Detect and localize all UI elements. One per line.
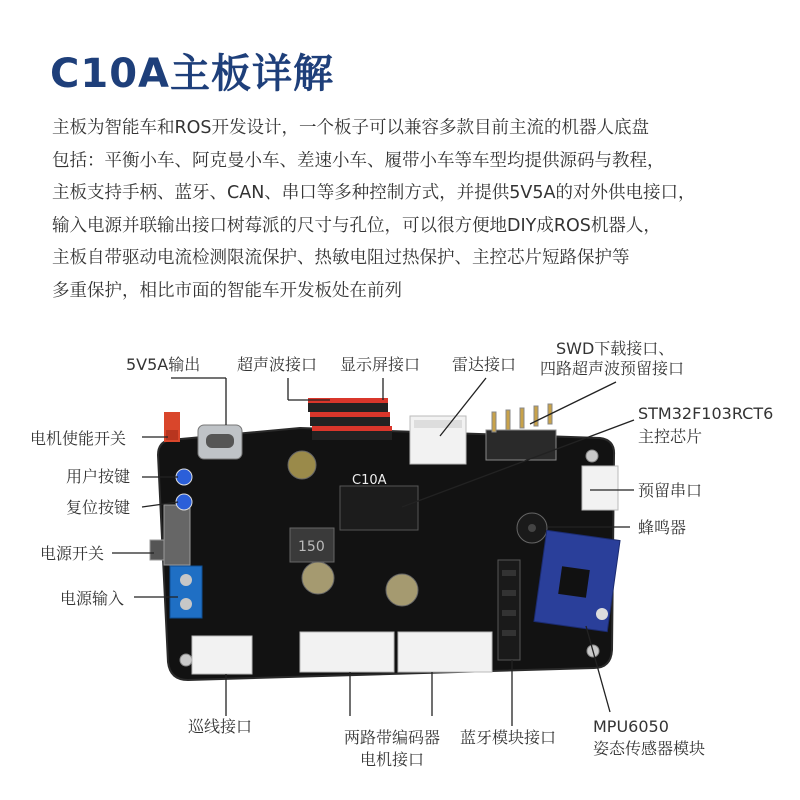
- label-power-input: 电源输入: [60, 589, 125, 608]
- label-buzzer: 蜂鸣器: [638, 518, 687, 537]
- label-radar-port: 雷达接口: [452, 355, 517, 374]
- label-display-port: 显示屏接口: [340, 355, 421, 374]
- label-power-switch: 电源开关: [40, 544, 105, 563]
- encoder-motor-connector-a: [300, 632, 394, 672]
- power-input-terminal: [170, 566, 202, 618]
- label-encoder-line2: 电机接口: [360, 750, 425, 769]
- description-line: 主板自带驱动电流检测限流保护、热敏电阻过热保护、主控芯片短路保护等: [52, 248, 630, 268]
- line-patrol-connector: [192, 636, 252, 674]
- description-line: 主板支持手柄、蓝牙、CAN、串口等多种控制方式，并提供5V5A的对外供电接口，: [52, 183, 696, 203]
- mcu-chip: [340, 486, 418, 530]
- bluetooth-header: [498, 560, 520, 660]
- label-mpu-line2: 姿态传感器模块: [593, 739, 706, 758]
- description-line: 输入电源并联输出接口树莓派的尺寸与孔位，可以很方便地DIY成ROS机器人，: [52, 215, 661, 236]
- board-model-label: C10A: [352, 473, 387, 488]
- label-swd-line2: 四路超声波预留接口: [540, 359, 685, 378]
- encoder-motor-connector-b: [398, 632, 492, 672]
- label-mcu-line2: 主控芯片: [638, 427, 703, 446]
- mpu6050-module: [534, 530, 620, 631]
- mounting-hole: [586, 450, 598, 462]
- label-5v5a-output: 5V5A输出: [126, 355, 201, 374]
- ultrasonic-display-header: [308, 398, 392, 440]
- description-line: 多重保护，相比市面的智能车开发板处在前列: [52, 280, 402, 301]
- label-encoder-line1: 两路带编码器: [344, 728, 441, 747]
- label-ultrasonic-port: 超声波接口: [237, 355, 318, 374]
- label-swd-line1: SWD下载接口、: [556, 339, 675, 358]
- label-user-button: 用户按键: [66, 467, 131, 486]
- reset-button: [176, 494, 192, 510]
- label-mpu-line1: MPU6050: [593, 717, 669, 736]
- label-reserved-uart: 预留串口: [638, 481, 703, 500]
- inductor-mark: 150: [298, 539, 325, 555]
- mounting-hole: [180, 654, 192, 666]
- page-title: C10A主板详解: [50, 51, 334, 97]
- user-button: [176, 469, 192, 485]
- description-line: 主板为智能车和ROS开发设计，一个板子可以兼容多款目前主流的机器人底盘: [52, 118, 650, 138]
- description-line: 包括：平衡小车、阿克曼小车、差速小车、履带小车等车型均提供源码与教程，: [52, 150, 665, 171]
- label-bluetooth-port: 蓝牙模块接口: [460, 728, 557, 747]
- label-reset-button: 复位按键: [66, 498, 131, 517]
- swd-header: [486, 404, 556, 460]
- reserved-uart-connector: [582, 466, 618, 510]
- label-mcu-line1: STM32F103RCT6: [638, 404, 774, 423]
- label-line-patrol-port: 巡线接口: [188, 717, 253, 736]
- label-motor-enable-switch: 电机使能开关: [30, 429, 127, 448]
